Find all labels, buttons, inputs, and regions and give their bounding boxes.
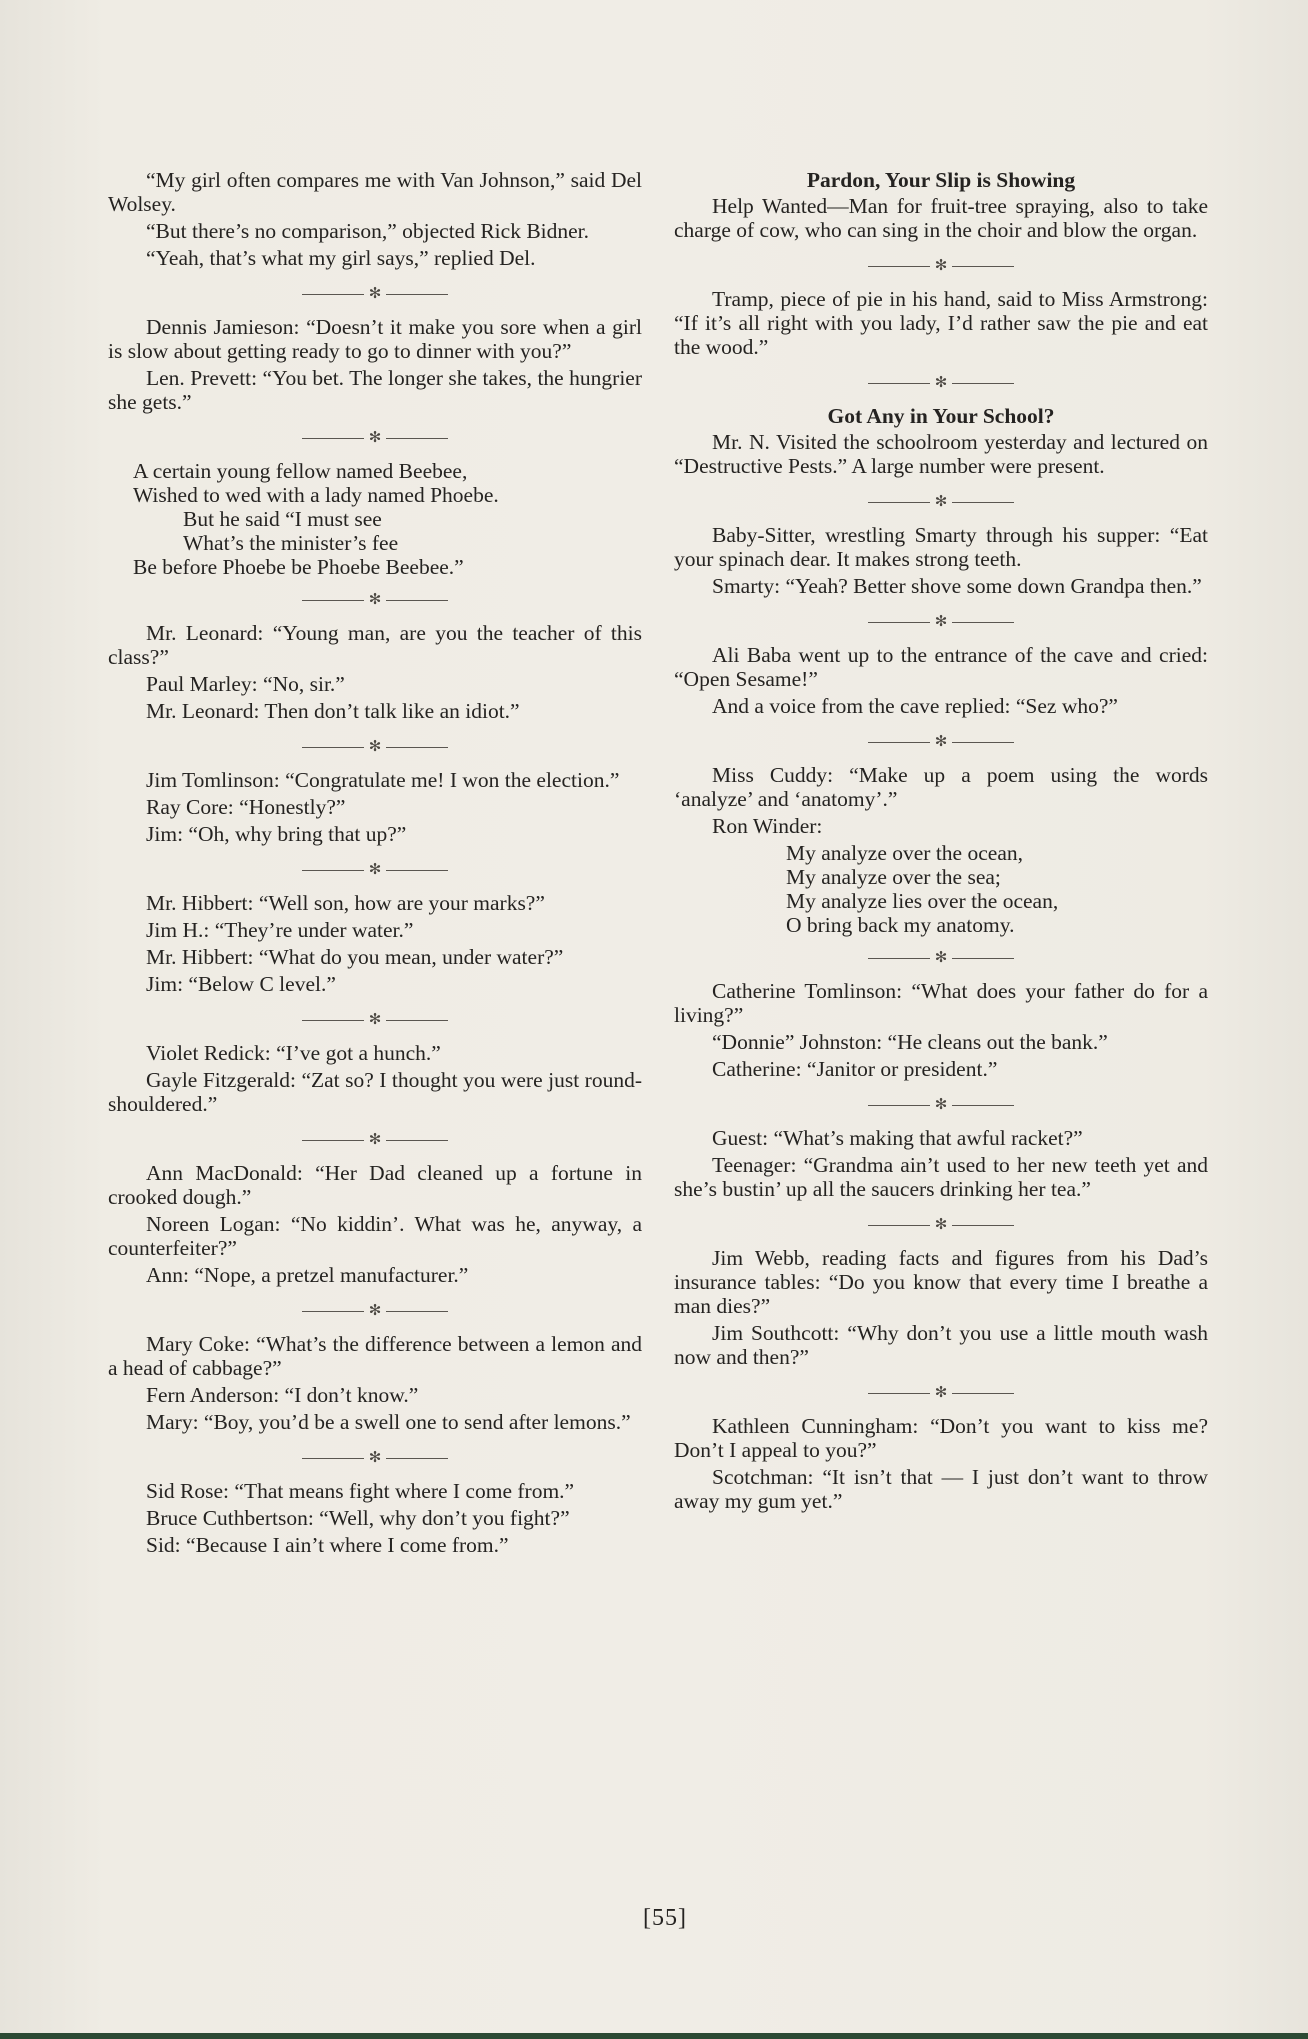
divider-line (868, 502, 930, 503)
divider-line (386, 1140, 448, 1141)
divider-ornament-icon: ✻ (934, 493, 948, 510)
section-divider (674, 601, 1208, 643)
joke-line: Dennis Jamieson: “Doesn’t it make you sore when a girl is slow about getting ready to go to dinner with you?” (108, 315, 642, 363)
divider-line (302, 870, 364, 871)
joke-line: Mr. N. Visited the schoolroom yesterday and lectured on “Destructive Pests.” A large number were present. (674, 430, 1208, 478)
verse-line: My analyze over the ocean, (786, 841, 1023, 865)
joke-block (108, 621, 642, 723)
divider-line (386, 1311, 448, 1312)
joke-block (674, 979, 1208, 1081)
section-divider (108, 273, 642, 315)
divider-line (302, 747, 364, 748)
divider-line (386, 870, 448, 871)
joke-block (674, 523, 1208, 598)
section-divider (108, 999, 642, 1041)
joke-line: Mr. Hibbert: “What do you mean, under water?” (146, 945, 564, 969)
joke-block (674, 643, 1208, 718)
section-divider (674, 1204, 1208, 1246)
divider-ornament-icon: ✻ (934, 1384, 948, 1401)
joke-line: Ray Core: “Honestly?” (146, 795, 346, 819)
verse-line: Wished to wed with a lady named Phoebe. (133, 483, 499, 507)
divider-line (952, 622, 1014, 623)
joke-line: Help Wanted—Man for fruit-tree spraying, also to take charge of cow, who can sing in the choir and blow the organ. (674, 194, 1208, 242)
poem (786, 841, 1208, 937)
joke-block (108, 459, 642, 579)
divider-line (868, 1105, 930, 1106)
joke-line: Ann: “Nope, a pretzel manufacturer.” (146, 1263, 469, 1287)
joke-line: Kathleen Cunningham: “Don’t you want to kiss me? Don’t I appeal to you?” (674, 1414, 1208, 1462)
section-divider (674, 1084, 1208, 1126)
divider-ornament-icon: ✻ (934, 1216, 948, 1233)
section-divider (674, 937, 1208, 979)
page-number: [55] (643, 1905, 687, 1931)
joke-block (108, 768, 642, 846)
divider-ornament-icon: ✻ (368, 1131, 382, 1148)
joke-block (108, 1479, 642, 1557)
divider-line (386, 600, 448, 601)
divider-line (386, 438, 448, 439)
section-divider (108, 579, 642, 621)
divider-line (302, 1140, 364, 1141)
divider-line (952, 1225, 1014, 1226)
section-divider (108, 726, 642, 768)
joke-block (108, 1161, 642, 1287)
divider-line (302, 1458, 364, 1459)
joke-block (674, 1414, 1208, 1513)
section-divider (674, 481, 1208, 523)
limerick (133, 459, 642, 579)
section-divider (674, 1372, 1208, 1414)
verse-line: My analyze over the sea; (786, 865, 1001, 889)
divider-line (868, 266, 930, 267)
divider-line (868, 383, 930, 384)
joke-line: Miss Cuddy: “Make up a poem using the words ‘analyze’ and ‘anatomy’.” (674, 763, 1208, 811)
joke-line: Len. Prevett: “You bet. The longer she takes, the hungrier she gets.” (108, 366, 642, 414)
divider-line (386, 1020, 448, 1021)
divider-line (952, 383, 1014, 384)
joke-line: Fern Anderson: “I don’t know.” (146, 1383, 419, 1407)
joke-block (108, 1332, 642, 1434)
section-divider (108, 1290, 642, 1332)
verse-line: My analyze lies over the ocean, (786, 889, 1059, 913)
divider-ornament-icon: ✻ (368, 861, 382, 878)
section-divider (674, 721, 1208, 763)
joke-block (674, 287, 1208, 359)
section-divider (108, 1119, 642, 1161)
divider-line (868, 958, 930, 959)
divider-line (302, 1020, 364, 1021)
divider-ornament-icon: ✻ (368, 738, 382, 755)
divider-line (386, 747, 448, 748)
joke-line: Smarty: “Yeah? Better shove some down Grandpa then.” (712, 574, 1202, 598)
joke-block (108, 891, 642, 996)
joke-line: And a voice from the cave replied: “Sez who?” (712, 694, 1118, 718)
divider-ornament-icon: ✻ (934, 949, 948, 966)
joke-line: Jim Tomlinson: “Congratulate me! I won the election.” (146, 768, 620, 792)
verse-line: O bring back my anatomy. (786, 913, 1015, 937)
joke-line: Teenager: “Grandma ain’t used to her new teeth yet and she’s bustin’ up all the saucers drinking her tea.” (674, 1153, 1208, 1201)
divider-ornament-icon: ✻ (368, 1011, 382, 1028)
joke-line: Baby-Sitter, wrestling Smarty through his supper: “Eat your spinach dear. It makes strong teeth. (674, 523, 1208, 571)
joke-line: Mary Coke: “What’s the difference between a lemon and a head of cabbage?” (108, 1332, 642, 1380)
right-column (674, 168, 1208, 1516)
divider-line (868, 1393, 930, 1394)
joke-block (674, 404, 1208, 478)
divider-ornament-icon: ✻ (368, 429, 382, 446)
joke-block (674, 1126, 1208, 1201)
divider-line (868, 742, 930, 743)
joke-line: Jim Webb, reading facts and figures from his Dad’s insurance tables: “Do you know that every time I breathe a man dies?” (674, 1246, 1208, 1318)
joke-line: Catherine: “Janitor or president.” (712, 1057, 998, 1081)
left-column (108, 168, 642, 1560)
joke-block (674, 1246, 1208, 1369)
divider-line (952, 502, 1014, 503)
joke-block (108, 1041, 642, 1116)
divider-line (952, 742, 1014, 743)
divider-ornament-icon: ✻ (934, 257, 948, 274)
divider-line (386, 294, 448, 295)
joke-line: Ann MacDonald: “Her Dad cleaned up a fortune in crooked dough.” (108, 1161, 642, 1209)
divider-line (302, 600, 364, 601)
joke-line: Sid Rose: “That means fight where I come from.” (146, 1479, 575, 1503)
joke-line: Noreen Logan: “No kiddin’. What was he, anyway, a counterfeiter?” (108, 1212, 642, 1260)
divider-line (952, 1105, 1014, 1106)
joke-line: Paul Marley: “No, sir.” (146, 672, 345, 696)
joke-heading: Got Any in Your School? (827, 404, 1055, 428)
joke-line: Ali Baba went up to the entrance of the cave and cried: “Open Sesame!” (674, 643, 1208, 691)
divider-line (302, 1311, 364, 1312)
joke-line: Gayle Fitzgerald: “Zat so? I thought you were just round-shouldered.” (108, 1068, 642, 1116)
joke-line: Mr. Leonard: Then don’t talk like an idiot.” (146, 699, 520, 723)
joke-line: Scotchman: “It isn’t that — I just don’t want to throw away my gum yet.” (674, 1465, 1208, 1513)
joke-line: Tramp, piece of pie in his hand, said to Miss Armstrong: “If it’s all right with you lady, I’d rather saw the pie and eat the wood.” (674, 287, 1208, 359)
joke-line: “My girl often compares me with Van Johnson,” said Del Wolsey. (108, 168, 642, 216)
joke-line: “Yeah, that’s what my girl says,” replied Del. (146, 246, 536, 270)
divider-ornament-icon: ✻ (368, 1449, 382, 1466)
section-divider (108, 417, 642, 459)
divider-line (302, 294, 364, 295)
divider-ornament-icon: ✻ (934, 1096, 948, 1113)
joke-line: Jim: “Oh, why bring that up?” (146, 822, 407, 846)
joke-line: Catherine Tomlinson: “What does your father do for a living?” (674, 979, 1208, 1027)
divider-ornament-icon: ✻ (934, 733, 948, 750)
joke-line: Violet Redick: “I’ve got a hunch.” (146, 1041, 441, 1065)
divider-ornament-icon: ✻ (368, 591, 382, 608)
section-divider (674, 245, 1208, 287)
joke-line: Mr. Leonard: “Young man, are you the teacher of this class?” (108, 621, 642, 669)
joke-line: Sid: “Because I ain’t where I come from.” (146, 1533, 509, 1557)
section-divider (108, 849, 642, 891)
divider-line (952, 958, 1014, 959)
joke-line: Jim H.: “They’re under water.” (146, 918, 414, 942)
verse-line: A certain young fellow named Beebee, (133, 459, 468, 483)
section-divider (108, 1437, 642, 1479)
joke-block (674, 763, 1208, 937)
joke-line: Jim Southcott: “Why don’t you use a little mouth wash now and then?” (674, 1321, 1208, 1369)
divider-line (386, 1458, 448, 1459)
joke-line: Ron Winder: (712, 814, 823, 838)
divider-line (868, 622, 930, 623)
verse-line: Be before Phoebe be Phoebe Beebee.” (133, 555, 464, 579)
joke-block (108, 315, 642, 414)
joke-heading: Pardon, Your Slip is Showing (806, 168, 1076, 192)
page-edge (0, 2033, 1308, 2039)
divider-ornament-icon: ✻ (368, 285, 382, 302)
divider-line (302, 438, 364, 439)
divider-line (868, 1225, 930, 1226)
divider-ornament-icon: ✻ (368, 1302, 382, 1319)
divider-line (952, 266, 1014, 267)
joke-line: Guest: “What’s making that awful racket?” (712, 1126, 1083, 1150)
divider-ornament-icon: ✻ (934, 374, 948, 391)
divider-line (952, 1393, 1014, 1394)
joke-block (674, 168, 1208, 242)
verse-line: But he said “I must see (183, 507, 382, 531)
joke-line: Mr. Hibbert: “Well son, how are your marks?” (146, 891, 545, 915)
joke-line: Jim: “Below C level.” (146, 972, 336, 996)
joke-line: Bruce Cuthbertson: “Well, why don’t you fight?” (146, 1506, 570, 1530)
joke-line: “But there’s no comparison,” objected Rick Bidner. (146, 219, 590, 243)
verse-line: What’s the minister’s fee (183, 531, 399, 555)
section-divider (674, 362, 1208, 404)
joke-line: Mary: “Boy, you’d be a swell one to send after lemons.” (146, 1410, 631, 1434)
joke-block (108, 168, 642, 270)
joke-line: “Donnie” Johnston: “He cleans out the bank.” (712, 1030, 1108, 1054)
divider-ornament-icon: ✻ (934, 613, 948, 630)
